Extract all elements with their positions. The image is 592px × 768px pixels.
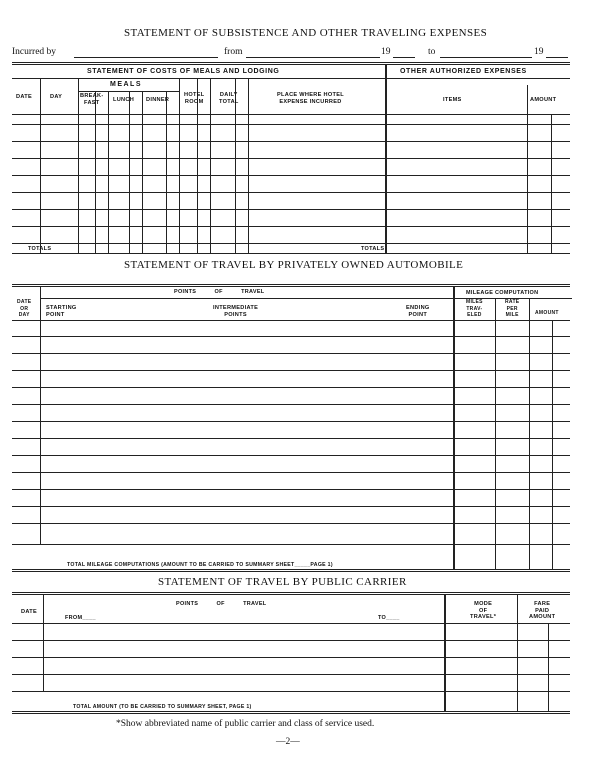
col-breakfast: BREAK- FAST <box>80 93 104 106</box>
year-prefix-1: 19 <box>381 47 391 57</box>
carrier-col-to: TO____ <box>378 615 400 621</box>
to-year-line[interactable] <box>546 57 568 58</box>
incurred-by-label: Incurred by <box>12 47 57 57</box>
col-dinner: DINNER <box>146 97 170 103</box>
col-date: DATE <box>16 94 33 100</box>
col-place: PLACE WHERE HOTEL EXPENSE INCURRED <box>277 92 344 105</box>
auto-col-rate: RATE PER MILE <box>505 299 520 318</box>
totals-left: TOTALS <box>28 246 52 252</box>
col-day: DAY <box>50 94 63 100</box>
carrier-col-fare: FARE PAID AMOUNT <box>529 601 556 620</box>
col-amount: AMOUNT <box>530 97 557 103</box>
auto-col-amount: AMOUNT <box>535 310 559 316</box>
auto-col-miles: MILES TRAV- ELED <box>466 299 483 318</box>
auto-col-starting: STARTING POINT <box>46 305 77 318</box>
carrier-title: STATEMENT OF TRAVEL BY PUBLIC CARRIER <box>158 576 407 588</box>
carrier-points-header: POINTS OF TRAVEL <box>176 601 267 607</box>
totals-right: TOTALS <box>361 246 385 252</box>
col-hotel-room: HOTEL ROOM <box>184 92 205 105</box>
from-date-line[interactable] <box>246 57 380 58</box>
auto-col-date: DATE OR DAY <box>17 299 32 318</box>
footnote: *Show abbreviated name of public carrier and class of service used. <box>116 719 375 729</box>
col-daily-total: DAILY TOTAL <box>219 92 239 105</box>
auto-title: STATEMENT OF TRAVEL BY PRIVATELY OWNED AUTOMOBILE <box>124 259 464 271</box>
carrier-col-from: FROM____ <box>65 615 96 621</box>
meals-lodging-title: STATEMENT OF COSTS OF MEALS AND LODGING <box>87 68 280 75</box>
col-meals: MEALS <box>110 81 142 88</box>
from-year-line[interactable] <box>393 57 415 58</box>
mileage-header: MILEAGE COMPUTATION <box>466 290 539 296</box>
auto-col-ending: ENDING POINT <box>406 305 430 318</box>
col-lunch: LUNCH <box>113 97 135 103</box>
auto-col-intermediate: INTERMEDIATE POINTS <box>213 305 259 318</box>
to-date-line[interactable] <box>440 57 532 58</box>
to-label: to <box>428 47 436 57</box>
incurred-by-line[interactable] <box>74 57 218 58</box>
year-prefix-2: 19 <box>534 47 544 57</box>
page-number: —2— <box>276 737 300 747</box>
col-items: ITEMS <box>443 97 462 103</box>
auto-footer: TOTAL MILEAGE COMPUTATIONS (AMOUNT TO BE CARRIED TO SUMMARY SHEET_____PAGE 1) <box>67 562 333 568</box>
form-title: STATEMENT OF SUBSISTENCE AND OTHER TRAVELING EXPENSES <box>124 27 488 39</box>
other-expenses-title: OTHER AUTHORIZED EXPENSES <box>400 68 527 75</box>
carrier-col-date: DATE <box>21 609 38 615</box>
carrier-col-mode: MODE OF TRAVEL* <box>470 601 497 620</box>
carrier-footer: TOTAL AMOUNT (TO BE CARRIED TO SUMMARY SHEET, PAGE 1) <box>73 704 252 710</box>
from-label: from <box>224 47 243 57</box>
auto-points-header: POINTS OF TRAVEL <box>174 289 265 295</box>
